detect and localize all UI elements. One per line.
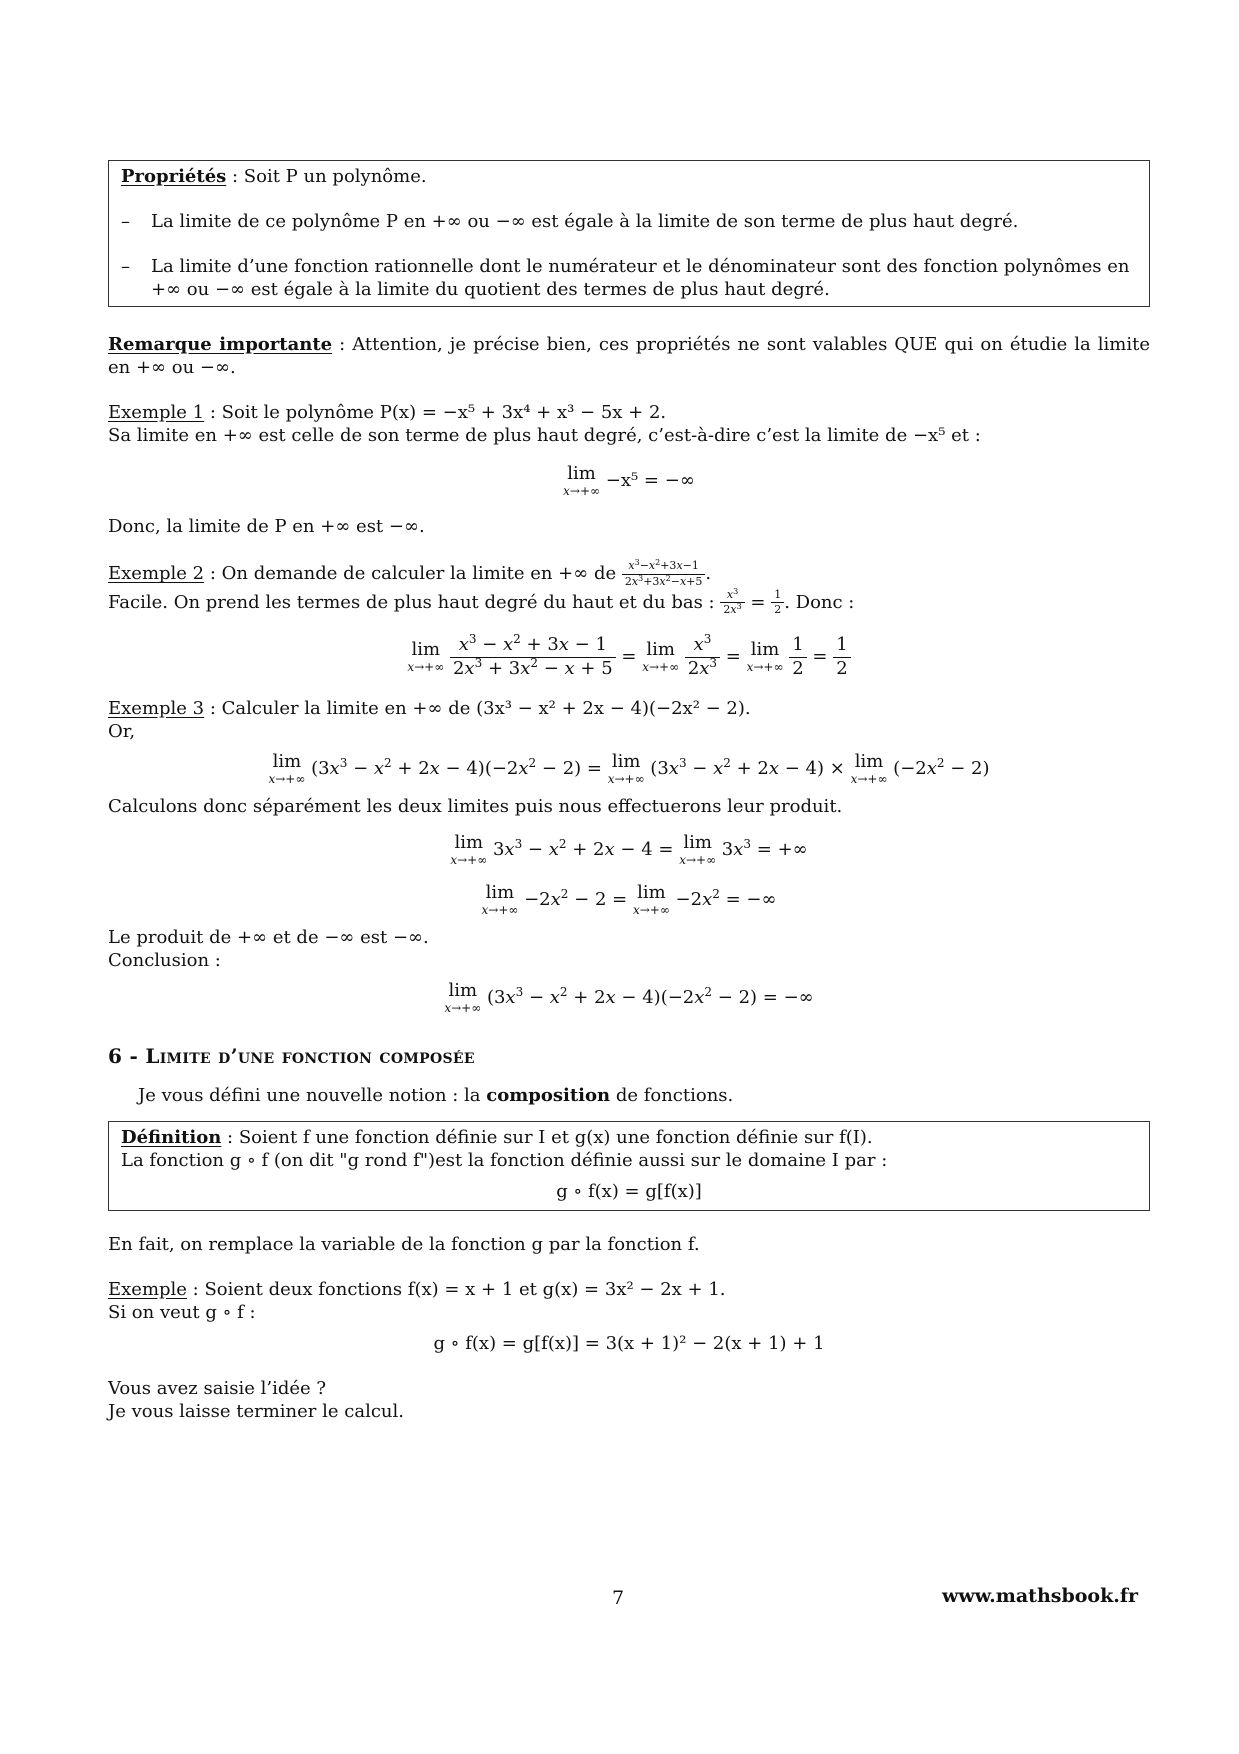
- example-2-explanation: Facile. On prend les termes de plus haut degré du haut et du bas : $\frac{x^3}{2x^3}$ = $\frac{1}{2}$ . Donc :: [108, 586, 855, 617]
- definition-explanation: En fait, on remplace la variable de la fonction g par la fonction f.: [108, 1234, 700, 1256]
- example-3-equation-2: lim x→+∞ $3x^3 - x^2 + 2x - 4$ = lim x→+∞ $3x^3$ = +∞: [450, 832, 808, 868]
- definition-line-2: La fonction g ∘ f (on dit "g rond f")est la fonction définie aussi sur le domaine I par :: [121, 1150, 888, 1172]
- example-1-equation: lim x→+∞ −x⁵ = −∞: [563, 463, 695, 499]
- example-1-label: Exemple 1: [108, 402, 205, 424]
- page-number: 7: [612, 1587, 625, 1609]
- limit-operator: lim x→+∞: [607, 751, 645, 787]
- definition-title: Définition: [121, 1127, 222, 1148]
- properties-intro: Propriétés : Soit P un polynôme.: [121, 166, 427, 187]
- example-1-statement: Exemple 1 : Soit le polynôme P(x) = −x⁵ + 3x⁴ + x³ − 5x + 2.: [108, 402, 667, 424]
- limit-operator: lim x→+∞: [444, 980, 482, 1016]
- limit-operator: lim x→+∞: [679, 832, 717, 868]
- properties-item-1: – La limite de ce polynôme P en +∞ ou −∞ est égale à la limite de son terme de plus haut degré.: [121, 211, 1019, 233]
- example-4-label: Exemple: [108, 1279, 187, 1301]
- example-1-conclusion: Donc, la limite de P en +∞ est −∞.: [108, 516, 425, 538]
- fraction: $\frac{x^3}{2x^3}$: [685, 635, 720, 679]
- limit-operator: lim x→+∞: [407, 639, 445, 675]
- section-heading: 6 - Limite d’une fonction composée: [108, 1044, 475, 1069]
- example-3-method: Calculons donc séparément les deux limites puis nous effectuerons leur produit.: [108, 796, 843, 818]
- page-content: [108, 160, 1150, 1423]
- example-3-equation-1: lim x→+∞ $(3x^3 - x^2 + 2x - 4)(-2x^2 - 2)$ = lim x→+∞ $(3x^3 - x^2 + 2x - 4)$ × lim x→+∞ $(-2x^2 - 2)$: [268, 751, 990, 787]
- limit-operator: lim x→+∞: [450, 832, 488, 868]
- section-intro: Je vous défini une nouvelle notion : la composition de fonctions.: [138, 1084, 734, 1106]
- limit-operator: lim x→+∞: [268, 751, 306, 787]
- example-4-statement: Exemple : Soient deux fonctions f(x) = x + 1 et g(x) = 3x² − 2x + 1.: [108, 1279, 726, 1301]
- example-3-or: Or,: [108, 721, 136, 743]
- fraction: $\frac{x^3 - x^2 + 3x - 1}{2x^3 + 3x^2 - x + 5}$: [450, 635, 616, 679]
- closing-instruction: Je vous laisse terminer le calcul.: [108, 1401, 404, 1423]
- limit-operator: lim x→+∞: [642, 639, 680, 675]
- example-3-label: Exemple 3: [108, 698, 205, 720]
- example-3-conclusion-equation: lim x→+∞ $(3x^3 - x^2 + 2x - 4)(-2x^2 - 2)$ = −∞: [444, 980, 814, 1016]
- important-remark: Remarque importante : Attention, je précise bien, ces propriétés ne sont valables QUE qui on étudie la limite en +∞ ou −∞.: [108, 334, 1151, 379]
- example-1-explanation: Sa limite en +∞ est celle de son terme de plus haut degré, c’est-à-dire c’est la limite de −x⁵ et :: [108, 425, 981, 447]
- example-2-equation: lim x→+∞ $\frac{x^3 - x^2 + 3x - 1}{2x^3 + 3x^2 - x + 5}$ = lim x→+∞ $\frac{x^3}{2x^3}$ = lim x→+∞ $\frac{1}{2}$ = $\frac{1}{2}$: [108, 635, 1150, 679]
- fraction: $\frac{1}{2}$: [833, 635, 850, 679]
- example-3-conclusion-label: Conclusion :: [108, 950, 221, 972]
- example-2-label: Exemple 2: [108, 563, 205, 585]
- limit-operator: lim x→+∞: [746, 639, 784, 675]
- remark-title: Remarque importante: [108, 334, 333, 356]
- limit-operator: lim x→+∞: [632, 882, 670, 918]
- example-2-statement: Exemple 2 : On demande de calculer la limite en +∞ de $\frac{x^3-x^2+3x-1}{2x^3+3x^2-x+5}$ .: [108, 558, 712, 588]
- footer-url: www.mathsbook.fr: [942, 1585, 1139, 1607]
- example-3-equation-3: lim x→+∞ $-2x^2 - 2$ = lim x→+∞ $-2x^2$ = −∞: [481, 882, 777, 918]
- definition-line-1: Définition : Soient f une fonction définie sur I et g(x) une fonction définie sur f(I).: [121, 1127, 873, 1148]
- small-fraction: $\frac{x^3}{2x^3}$: [720, 589, 744, 617]
- properties-box: [108, 160, 1150, 307]
- fraction: $\frac{1}{2}$: [789, 635, 806, 679]
- small-fraction: $\frac{x^3-x^2+3x-1}{2x^3+3x^2-x+5}$: [622, 560, 706, 588]
- limit-operator: lim x→+∞: [850, 751, 888, 787]
- small-fraction: $\frac{1}{2}$: [771, 589, 784, 617]
- properties-title: Propriétés: [121, 166, 227, 187]
- definition-box: [108, 1121, 1150, 1211]
- limit-operator: lim x→+∞: [563, 463, 601, 499]
- example-3-statement: Exemple 3 : Calculer la limite en +∞ de (3x³ − x² + 2x − 4)(−2x² − 2).: [108, 698, 751, 720]
- definition-equation: g ∘ f(x) = g[f(x)]: [556, 1181, 702, 1203]
- closing-question: Vous avez saisie l’idée ?: [108, 1378, 327, 1400]
- limit-operator: lim x→+∞: [481, 882, 519, 918]
- properties-item-2: – La limite d’une fonction rationnelle dont le numérateur et le dénominateur sont des fonction polynômes en +∞ ou −∞ est égale à la limite du quotient des termes de plus haut degré.: [121, 256, 1130, 301]
- example-4-line-2: Si on veut g ∘ f :: [108, 1302, 256, 1324]
- example-3-product: Le produit de +∞ et de −∞ est −∞.: [108, 927, 429, 949]
- example-4-equation: g ∘ f(x) = g[f(x)] = 3(x + 1)² − 2(x + 1) + 1: [433, 1333, 825, 1355]
